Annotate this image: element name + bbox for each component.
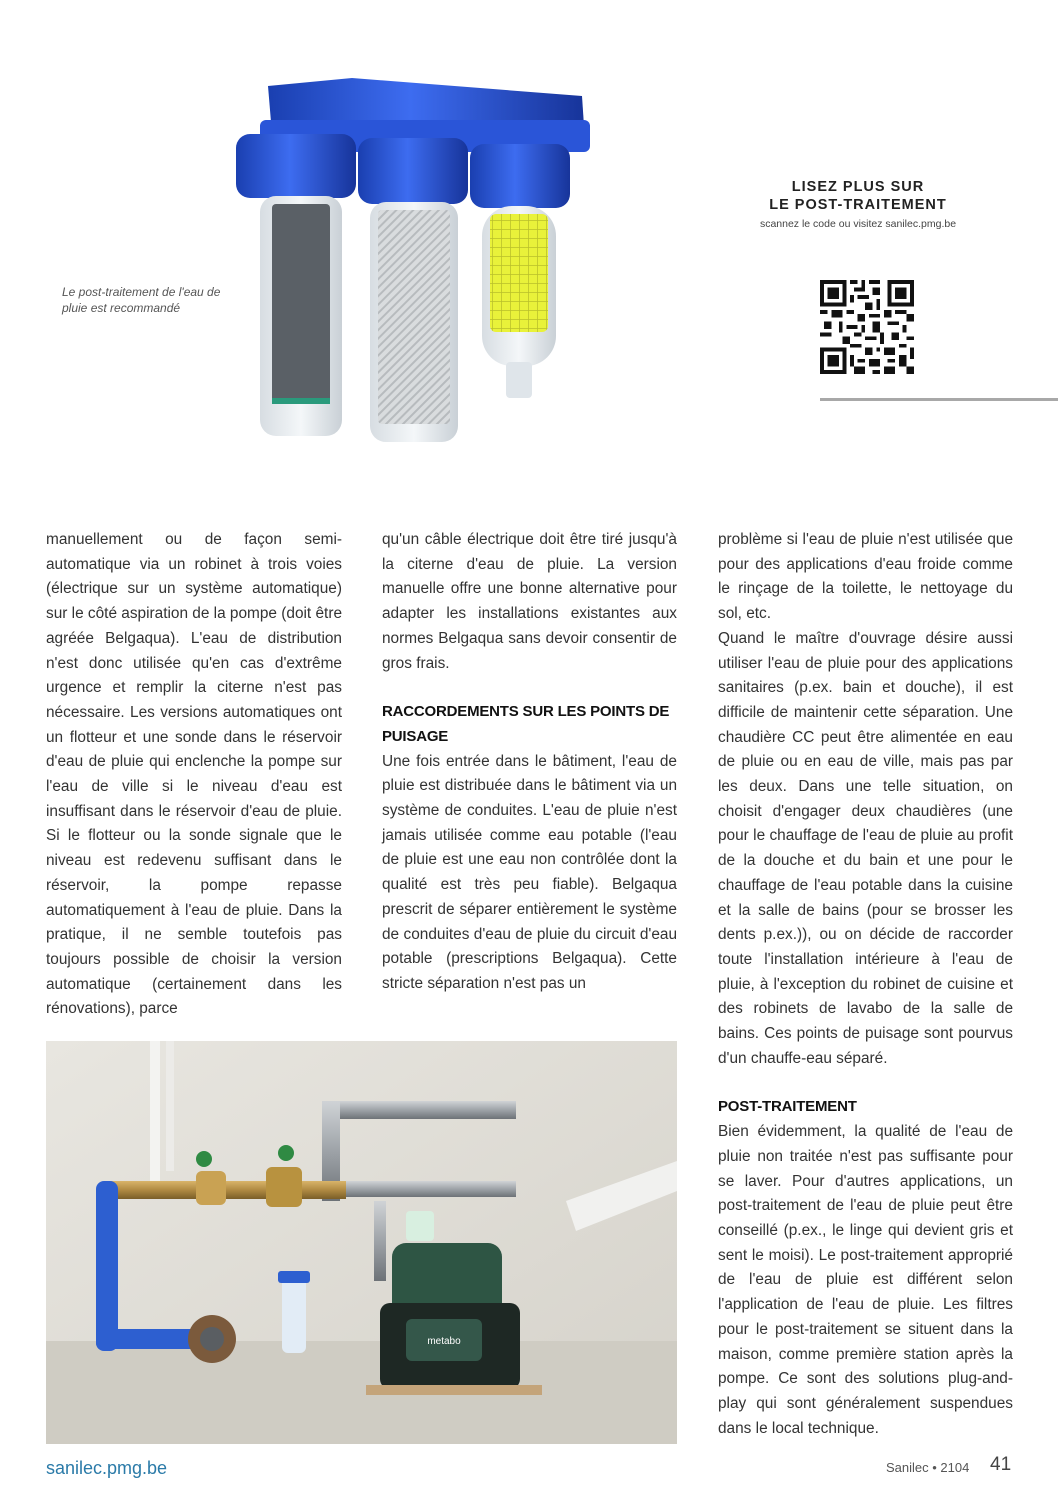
- pump-installation-photo: [46, 1041, 677, 1444]
- section-heading-raccordements: RACCORDEMENTS SUR LES POINTS DE PUISAGE: [382, 703, 670, 745]
- caption-line-1: Le post-traitement de l'eau de: [62, 285, 221, 299]
- photo-caption: [62, 284, 252, 316]
- section-heading-post-traitement: POST-TRAITEMENT: [718, 1098, 857, 1116]
- read-more-subtitle: scannez le code ou visitez sanilec.pmg.be: [759, 218, 957, 230]
- read-more-title-line-1: LISEZ PLUS SUR: [791, 179, 925, 195]
- paragraph: Bien évidemment, la qualité de l'eau de pluie non traitée n'est pas suffisante pour se laver. Pour d'autres applications, un post-traitement de l'eau de pluie peut être conseillé (p.ex., le linge qui devient gris et sent le moisi). Le post-traitement approprié de l'eau de pluie est différent selon l'application de l'eau de pluie. Les filtres pour le post-traitement se situent dans la maison, comme première station après la pompe. Ce sont des solutions plug-and-play qui sont généralement suspendues dans le local technique.: [718, 1123, 1013, 1437]
- pump-brand-label: metabo: [427, 1336, 461, 1347]
- filter-housings-photo: [232, 76, 600, 454]
- text-column-3: [718, 528, 1013, 1441]
- paragraph: problème si l'eau de pluie n'est utilisée que pour des applications d'eau froide comme le rinçage de la toilette, le nettoyage du sol, etc.: [718, 531, 1013, 623]
- paragraph: manuellement ou de façon semi-automatique via un robinet à trois voies (électrique sur un système automatique) sur le côté aspiration de la pompe (doit être agréée Belgaqua). L'eau de distribution n'est donc utilisée qu'en cas d'extrême urgence et remplir la citerne n'est pas nécessaire. Les versions automatiques ont un flotteur et une sonde dans le réservoir d'eau de pluie qui enclenche la pompe sur l'eau de ville si le niveau d'eau est insuffisant dans le réservoir d'eau de pluie. Si le flotteur ou la sonde signale que le niveau est redevenu suffisant dans le réservoir, la pompe repasse automatiquement à l'eau de pluie. Dans la pratique, il ne semble toutefois pas toujours possible de choisir la version automatique (certainement dans les rénovations), parce: [46, 531, 343, 1018]
- divider-rule: [820, 398, 1058, 401]
- caption-line-2: pluie est recommandé: [62, 301, 181, 315]
- footer-issue: Sanilec • 2104: [886, 1460, 970, 1475]
- footer-website-link[interactable]: sanilec.pmg.be: [46, 1458, 168, 1478]
- read-more-box: [740, 178, 976, 230]
- text-column-2: [382, 528, 677, 997]
- paragraph: Quand le maître d'ouvrage désire aussi utiliser l'eau de pluie pour des applications sanitaires (p.ex. bain et douche), il est difficile de maintenir cette séparation. Une chaudière CC peut être alimentée en eau de pluie ou en eau de ville, mais pas par les deux. Dans une telle situation, on choisit d'engager deux chaudières (une pour le chauffage de l'eau de pluie au profit de la douche et du bain et une pour le chauffage de l'eau potable dans la cuisine et la salle de bains (pour se brosser les dents p.ex.)), ou on décide de raccorder toute l'installation intérieure à l'eau de pluie, à l'exception du robinet de cuisine et des robinets de lavabo de la salle de bains. Ces points de puisage sont pourvus d'un chauffe-eau séparé.: [718, 629, 1013, 1067]
- read-more-title-line-2: LE POST-TRAITEMENT: [769, 197, 947, 213]
- page-number: 41: [990, 1454, 1012, 1475]
- paragraph: Une fois entrée dans le bâtiment, l'eau de pluie est distribuée dans le bâtiment via un système de conduites. L'eau de pluie n'est jamais utilisée comme eau potable (l'eau de pluie est une eau non contrôlée dont la qualité est très peu fiable). Belgaqua prescrit de séparer entièrement le système de conduites d'eau de pluie du circuit d'eau potable (prescriptions Belgaqua). Cette stricte séparation n'est pas un: [382, 752, 677, 992]
- text-column-1: [46, 528, 342, 1022]
- qr-code-icon[interactable]: [820, 280, 914, 374]
- paragraph: qu'un câble électrique doit être tiré jusqu'à la citerne d'eau de pluie. La version manuelle offre une bonne alternative pour adapter les installations existantes aux normes Belgaqua sans devoir consentir de gros frais.: [382, 531, 677, 672]
